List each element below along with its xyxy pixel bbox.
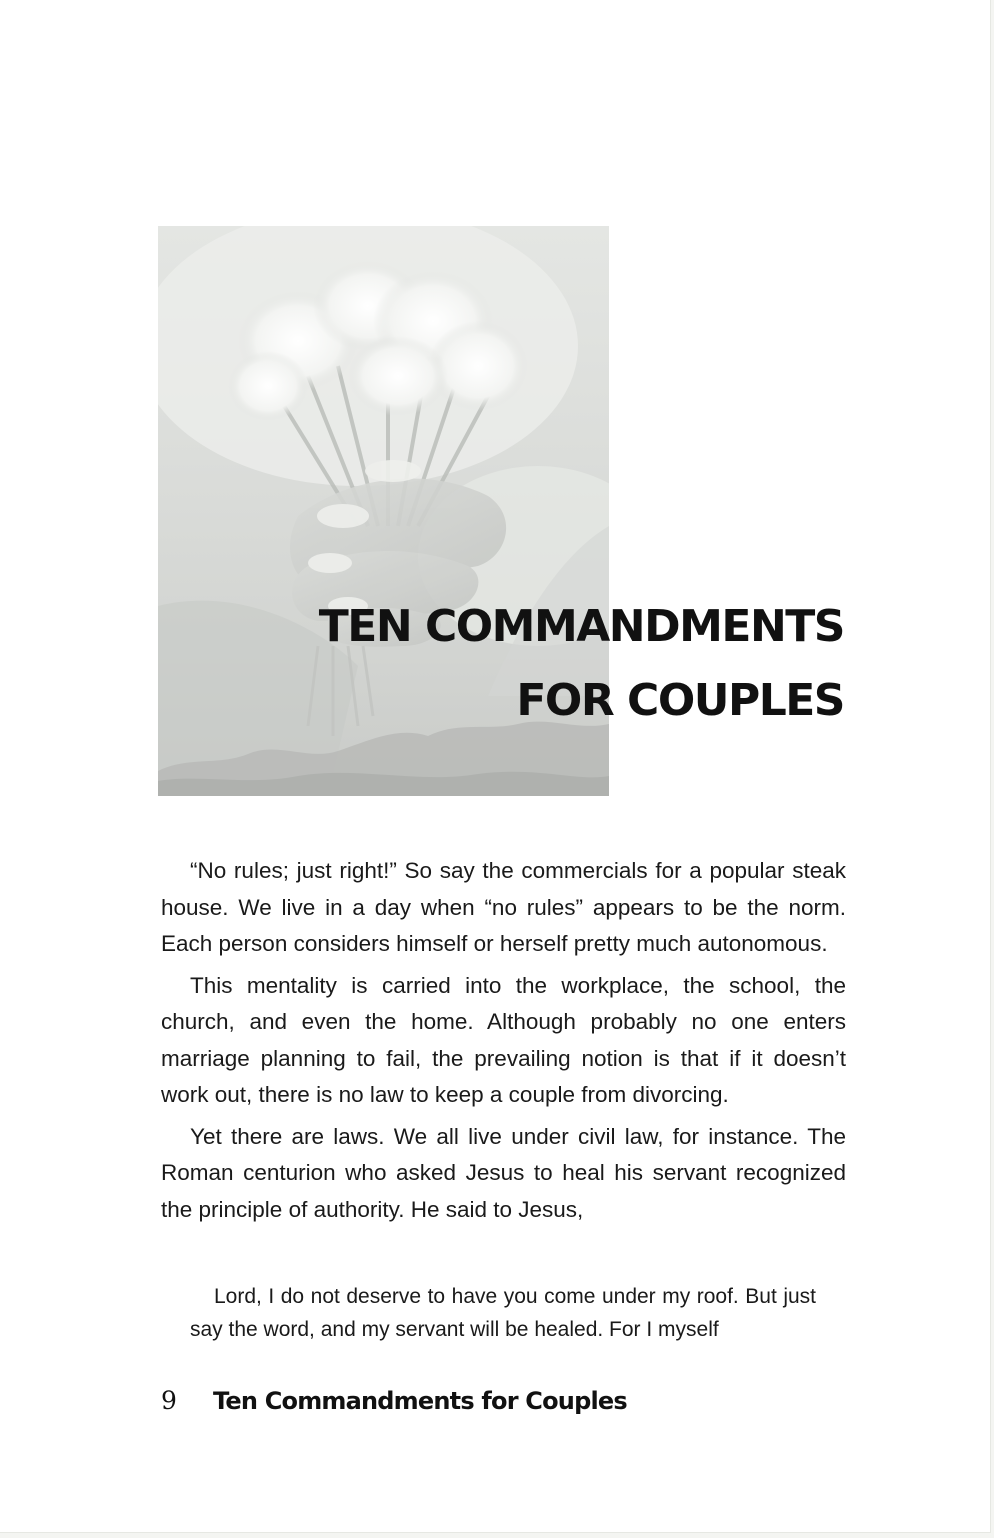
chapter-title-line-2: FOR COUPLES bbox=[516, 674, 844, 726]
running-title: Ten Commandments for Couples bbox=[213, 1387, 627, 1415]
page-number: 9 bbox=[161, 1386, 177, 1415]
chapter-title-line-1: TEN COMMANDMENTS bbox=[318, 601, 844, 652]
paragraph: Yet there are laws. We all live under civil law, for instance. The Roman centurion who asked Jesus to heal his servant recognized the principle of authority. He said to Jesus, bbox=[161, 1123, 846, 1222]
paragraph: This mentality is carried into the workplace, the school, the church, and even the home. Although probably no one enters marriage planning to fail, the prevailing notion is that if it doesn’t work out, there is no law to keep a couple from divorcing. bbox=[161, 972, 846, 1107]
paragraph: “No rules; just right!” So say the commercials for a popular steak house. We live in a day when “no rules” appears to be the norm. Each person considers himself or herself pretty much autonomous. bbox=[161, 858, 846, 956]
body-text bbox=[161, 853, 846, 1233]
chapter-title bbox=[319, 590, 844, 738]
page-footer bbox=[161, 1386, 627, 1416]
block-quote: Lord, I do not deserve to have you come under my roof. But just say the word, and my servant will be healed. For I myself bbox=[190, 1285, 816, 1341]
